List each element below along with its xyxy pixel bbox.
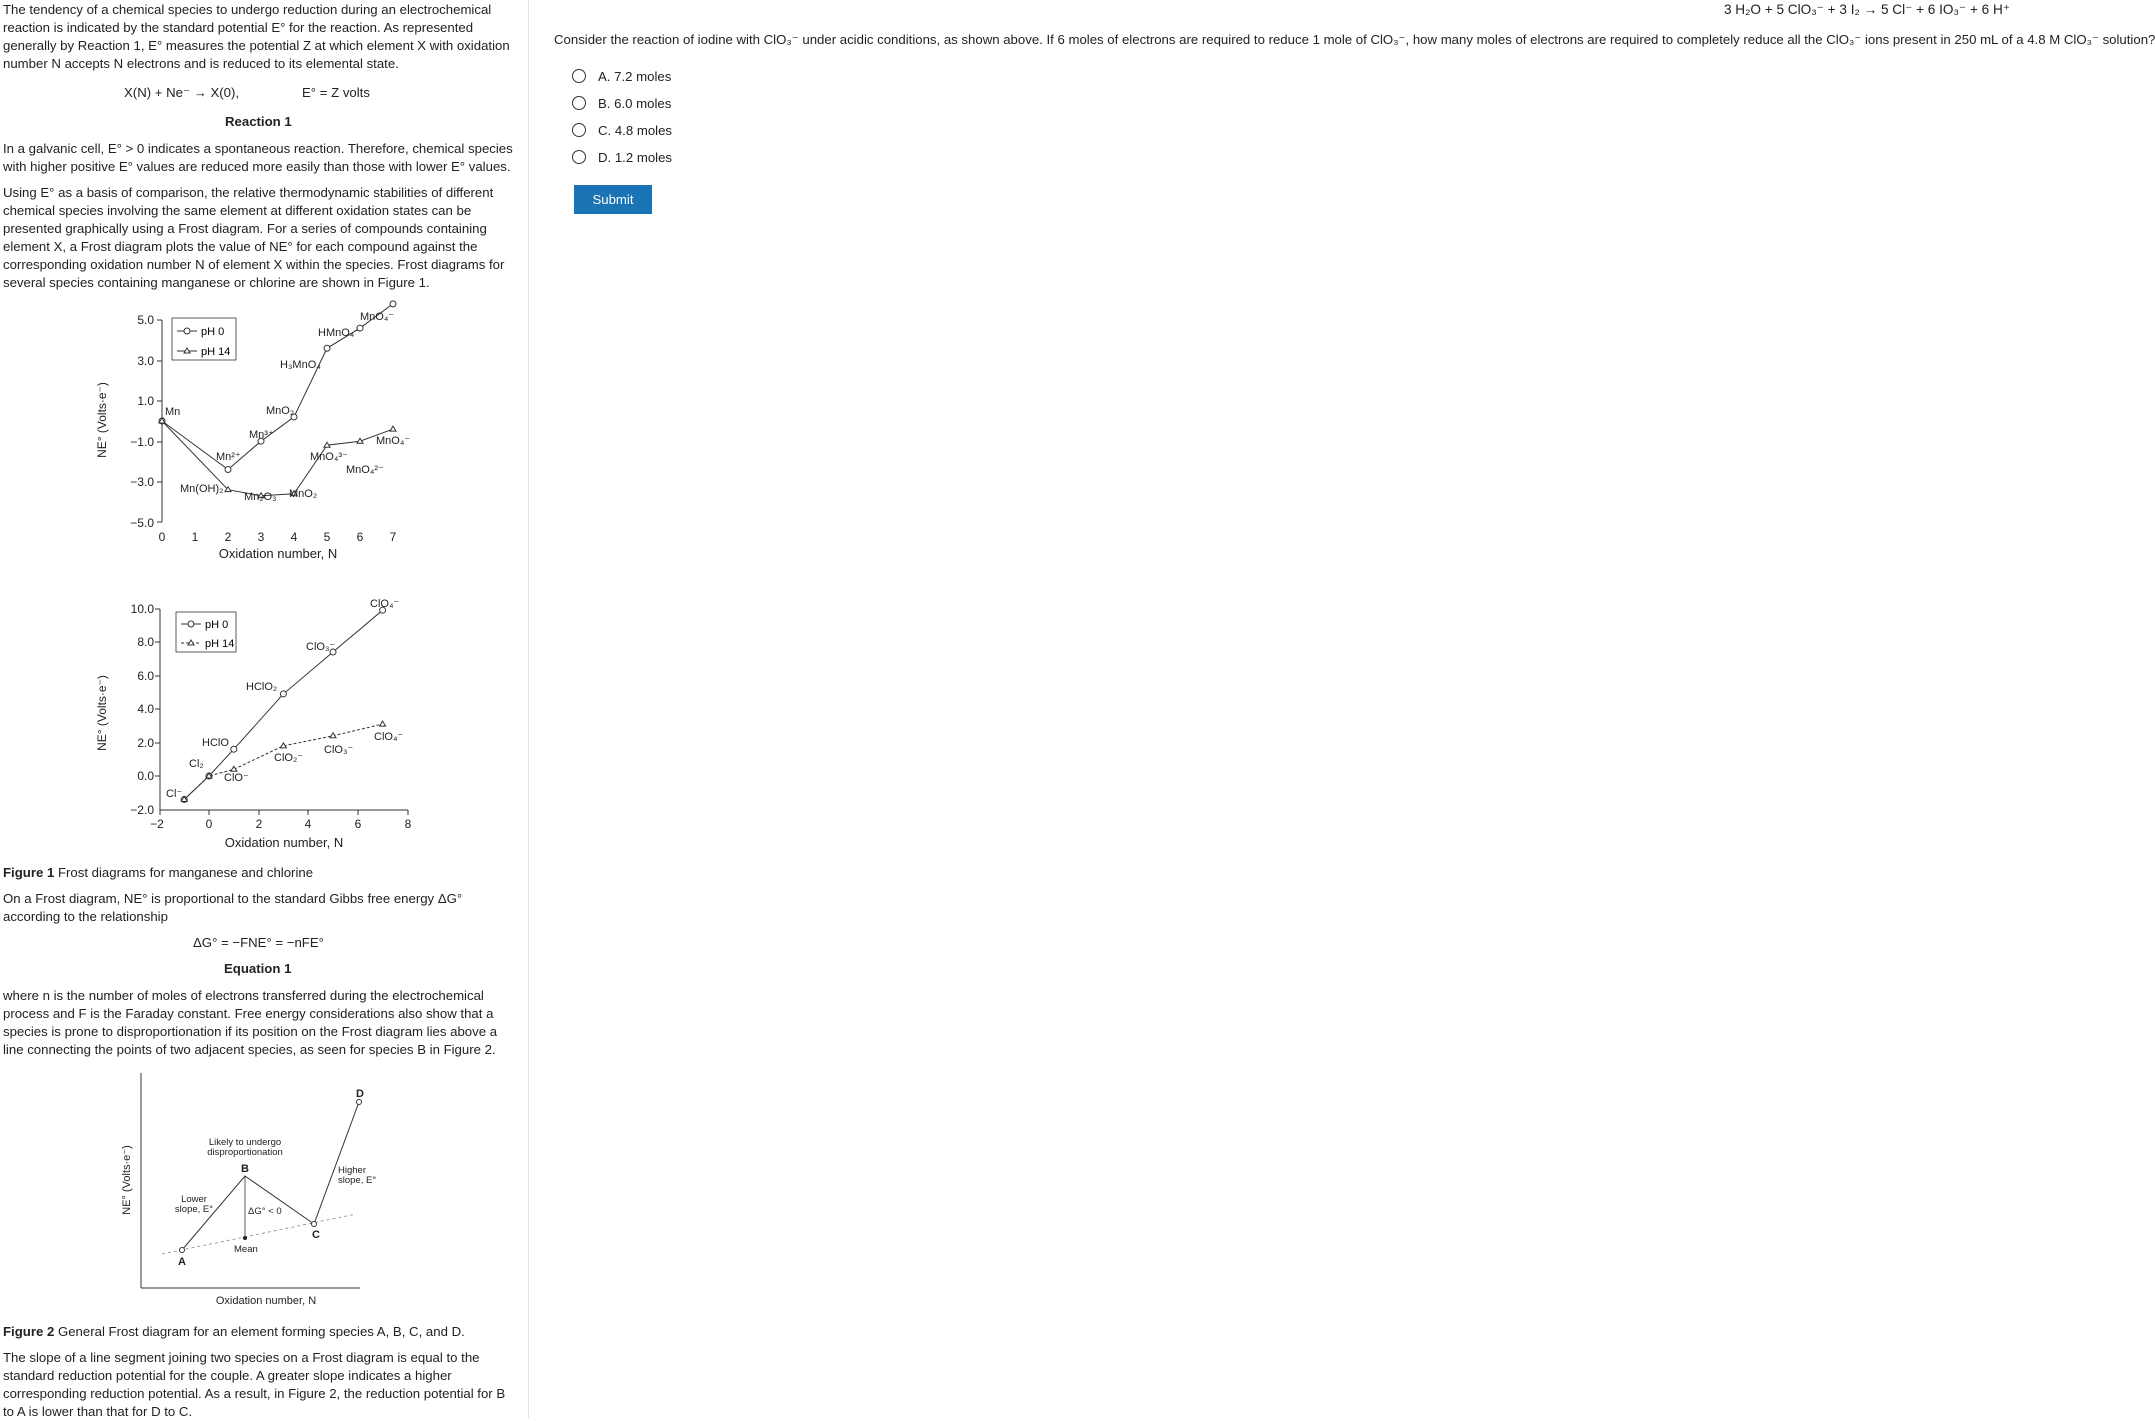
point-label: HClO₂ [246, 681, 278, 693]
point-label: MnO₄²⁻ [346, 464, 384, 476]
y-tick-label: −3.0 [130, 475, 154, 489]
legend-ph14: pH 14 [205, 638, 235, 650]
passage-paragraph-6: The slope of a line segment joining two species on a Frost diagram is equal to the standard reduction potential for the couple. A greater slope indicates a higher corresponding reduction potential. As a result, in Figure 2, the reduction potential for B to A is lower than that for D to C. [3, 1350, 506, 1419]
x-tick-label: 7 [389, 530, 397, 544]
point-label: ClO₂⁻ [274, 752, 304, 764]
annotation-higher-slope: Higher slope, E° [338, 1165, 377, 1186]
reaction-equation: X(N) + Ne⁻ → X(0), [124, 85, 240, 100]
point-label: HClO [202, 737, 229, 749]
y-axis-label: NE° (Volts·e⁻) [95, 382, 109, 458]
radio-button[interactable] [572, 96, 586, 110]
label-a: A [178, 1256, 186, 1268]
passage-paragraph-3: Using E° as a basis of comparison, the relative thermodynamic stabilities of different chemical species involving the same element at different oxidation states can be presented graphically using a Frost diagram. For a series of compounds containing element X, a Frost diagram plots the value of NE° for each compound against the corresponding oxidation number N of element X within the species. Frost diagrams for several species containing manganese or chlorine are shown in Figure 1. [3, 185, 505, 290]
x-tick-label: 2 [224, 530, 232, 544]
point-label: Cl₂ [189, 758, 204, 770]
point-label: H₃MnO₄ [280, 359, 321, 371]
y-tick-label: 6.0 [137, 669, 154, 683]
data-point [324, 345, 330, 351]
data-point [231, 746, 237, 752]
x-tick-label: 4 [304, 817, 312, 831]
label-c: C [312, 1229, 320, 1241]
passage-panel [0, 0, 529, 1418]
answer-choice-label: B. 6.0 moles [598, 95, 672, 111]
annotation-lower-slope: Lower slope, E° [174, 1194, 214, 1215]
frost-diagram-chlorine [90, 595, 430, 855]
question-panel [530, 0, 2155, 1418]
equation-label: Equation 1 [224, 961, 292, 976]
point-label: ClO₃⁻ [306, 641, 336, 653]
point-label: Mn₂O₃ [244, 491, 277, 503]
submit-button[interactable]: Submit [574, 185, 652, 214]
y-tick-label: 3.0 [137, 354, 154, 368]
figure-2-text: General Frost diagram for an element forming species A, B, C, and D. [54, 1324, 465, 1339]
x-tick-label: 1 [191, 530, 199, 544]
point-label: Mn²⁺ [216, 451, 241, 463]
x-tick-label: 2 [255, 817, 263, 831]
figure-1-text: Frost diagrams for manganese and chlorine [54, 865, 314, 880]
y-axis-label: NE° (Volts·e⁻) [121, 1145, 133, 1215]
point-label: MnO₂ [266, 405, 295, 417]
answer-choice-a[interactable] [572, 66, 671, 86]
passage-paragraph-5: where n is the number of moles of electrons transferred during the electrochemical process and F is the Faraday constant. Free energy considerations also show that a species is prone to disproportionation if its position on the Frost diagram lies above a line connecting the points of two adjacent species, as seen for species B in Figure 2. [3, 988, 498, 1057]
data-point [390, 426, 396, 431]
x-tick-label: 6 [356, 530, 364, 544]
data-point [390, 301, 396, 307]
y-tick-label: −5.0 [130, 516, 154, 530]
answer-choice-label: D. 1.2 moles [598, 149, 673, 165]
point-label: MnO₄³⁻ [310, 451, 348, 463]
x-axis-label: Oxidation number, N [218, 546, 338, 561]
annotation-delta-g: ΔG° < 0 [248, 1206, 282, 1217]
point-label: HMnO₄⁻ [318, 327, 361, 339]
x-tick-label: 4 [290, 530, 298, 544]
y-tick-label: 4.0 [137, 702, 154, 716]
point-label: MnO₄⁻ [376, 435, 411, 447]
x-tick-label: 0 [205, 817, 213, 831]
answer-choice-label: A. 7.2 moles [598, 68, 672, 84]
point-label: ClO₃⁻ [324, 744, 354, 756]
reference-dashed-line [162, 1214, 356, 1254]
frost-diagram-general [110, 1068, 377, 1313]
data-point [380, 721, 386, 726]
x-tick-label: 5 [323, 530, 331, 544]
point-label: Mn [165, 406, 181, 418]
reaction-label: Reaction 1 [225, 114, 292, 129]
x-tick-label: 6 [354, 817, 362, 831]
mean-point [243, 1236, 247, 1240]
frost-line [182, 1102, 359, 1250]
legend-ph0: pH 0 [201, 326, 225, 338]
radio-button[interactable] [572, 150, 586, 164]
legend-ph0: pH 0 [205, 619, 229, 631]
point-c [312, 1222, 317, 1227]
y-axis-label: NE° (Volts·e⁻) [95, 675, 109, 751]
answer-choice-d[interactable] [572, 147, 672, 167]
annotation-disproportionation: Likely to undergo disproportionation [207, 1137, 283, 1158]
x-tick-label: 0 [158, 530, 166, 544]
annotation-mean: Mean [234, 1244, 258, 1255]
question-stem: Consider the reaction of iodine with ClO₃⁻ under acidic conditions, as shown above. If 6 moles of electrons are required to reduce 1 mole of ClO₃⁻, how many moles of electrons are required to completely reduce all the ClO₃⁻ ions present in 250 mL of a 4.8 M ClO₃⁻ solution? [554, 32, 2155, 47]
x-axis-label: Oxidation number, N [215, 1295, 317, 1307]
figure-1-caption [3, 865, 313, 880]
passage-paragraph-1: The tendency of a chemical species to undergo reduction during an electrochemical reaction is indicated by the standard potential E° for the reaction. As represented generally by Reaction 1, E° measures the potential Z at which element X with oxidation number N accepts N electrons and is reduced to its elemental state. [3, 2, 510, 71]
radio-button[interactable] [572, 69, 586, 83]
equation-1: ΔG° = −FNE° = −nFE° [193, 935, 324, 950]
figure-2-caption [3, 1324, 465, 1339]
passage-paragraph-4: On a Frost diagram, NE° is proportional to the standard Gibbs free energy ΔG° according to the relationship [3, 891, 463, 924]
data-point [280, 691, 286, 697]
x-tick-label: 3 [257, 530, 265, 544]
y-tick-label: 0.0 [137, 769, 154, 783]
frost-diagram-manganese [90, 300, 430, 570]
point-label: Mn(OH)₂ [180, 483, 224, 495]
point-label: MnO₂ [289, 488, 318, 500]
answer-choice-label: C. 4.8 moles [598, 122, 673, 138]
radio-button[interactable] [572, 123, 586, 137]
point-d [357, 1100, 362, 1105]
figure-2-label: Figure 2 [3, 1324, 55, 1339]
y-tick-label: 5.0 [137, 313, 154, 327]
figure-1-label: Figure 1 [3, 865, 55, 880]
point-label: ClO₄⁻ [374, 731, 404, 743]
legend-ph14: pH 14 [201, 346, 231, 358]
point-label: Mn³⁺ [249, 429, 274, 441]
reaction-potential: E° = Z volts [302, 85, 370, 100]
point-label: MnO₄⁻ [360, 311, 395, 323]
point-label: Cl⁻ [166, 788, 183, 800]
y-tick-label: 1.0 [137, 394, 154, 408]
y-tick-label: 8.0 [137, 635, 154, 649]
label-b: B [241, 1163, 249, 1175]
question-reaction-equation: 3 H₂O + 5 ClO₃⁻ + 3 I₂ → 5 Cl⁻ + 6 IO₃⁻ + 6 H⁺ [1723, 2, 2010, 17]
x-tick-label: 8 [404, 817, 412, 831]
point-label: ClO₄⁻ [370, 598, 400, 610]
y-tick-label: 10.0 [130, 602, 154, 616]
x-tick-label: −2 [150, 817, 164, 831]
y-tick-label: −2.0 [130, 803, 154, 817]
point-label: ClO⁻ [224, 772, 249, 784]
y-tick-label: −1.0 [130, 435, 154, 449]
y-tick-label: 2.0 [137, 736, 154, 750]
passage-paragraph-2: In a galvanic cell, E° > 0 indicates a spontaneous reaction. Therefore, chemical species with higher positive E° values are reduced more easily than those with lower E° values. [3, 141, 513, 174]
answer-choice-c[interactable] [572, 120, 672, 140]
label-d: D [356, 1088, 364, 1100]
data-point [225, 466, 231, 472]
point-a [180, 1248, 185, 1253]
answer-choice-b[interactable] [572, 93, 671, 113]
x-axis-label: Oxidation number, N [224, 835, 344, 850]
